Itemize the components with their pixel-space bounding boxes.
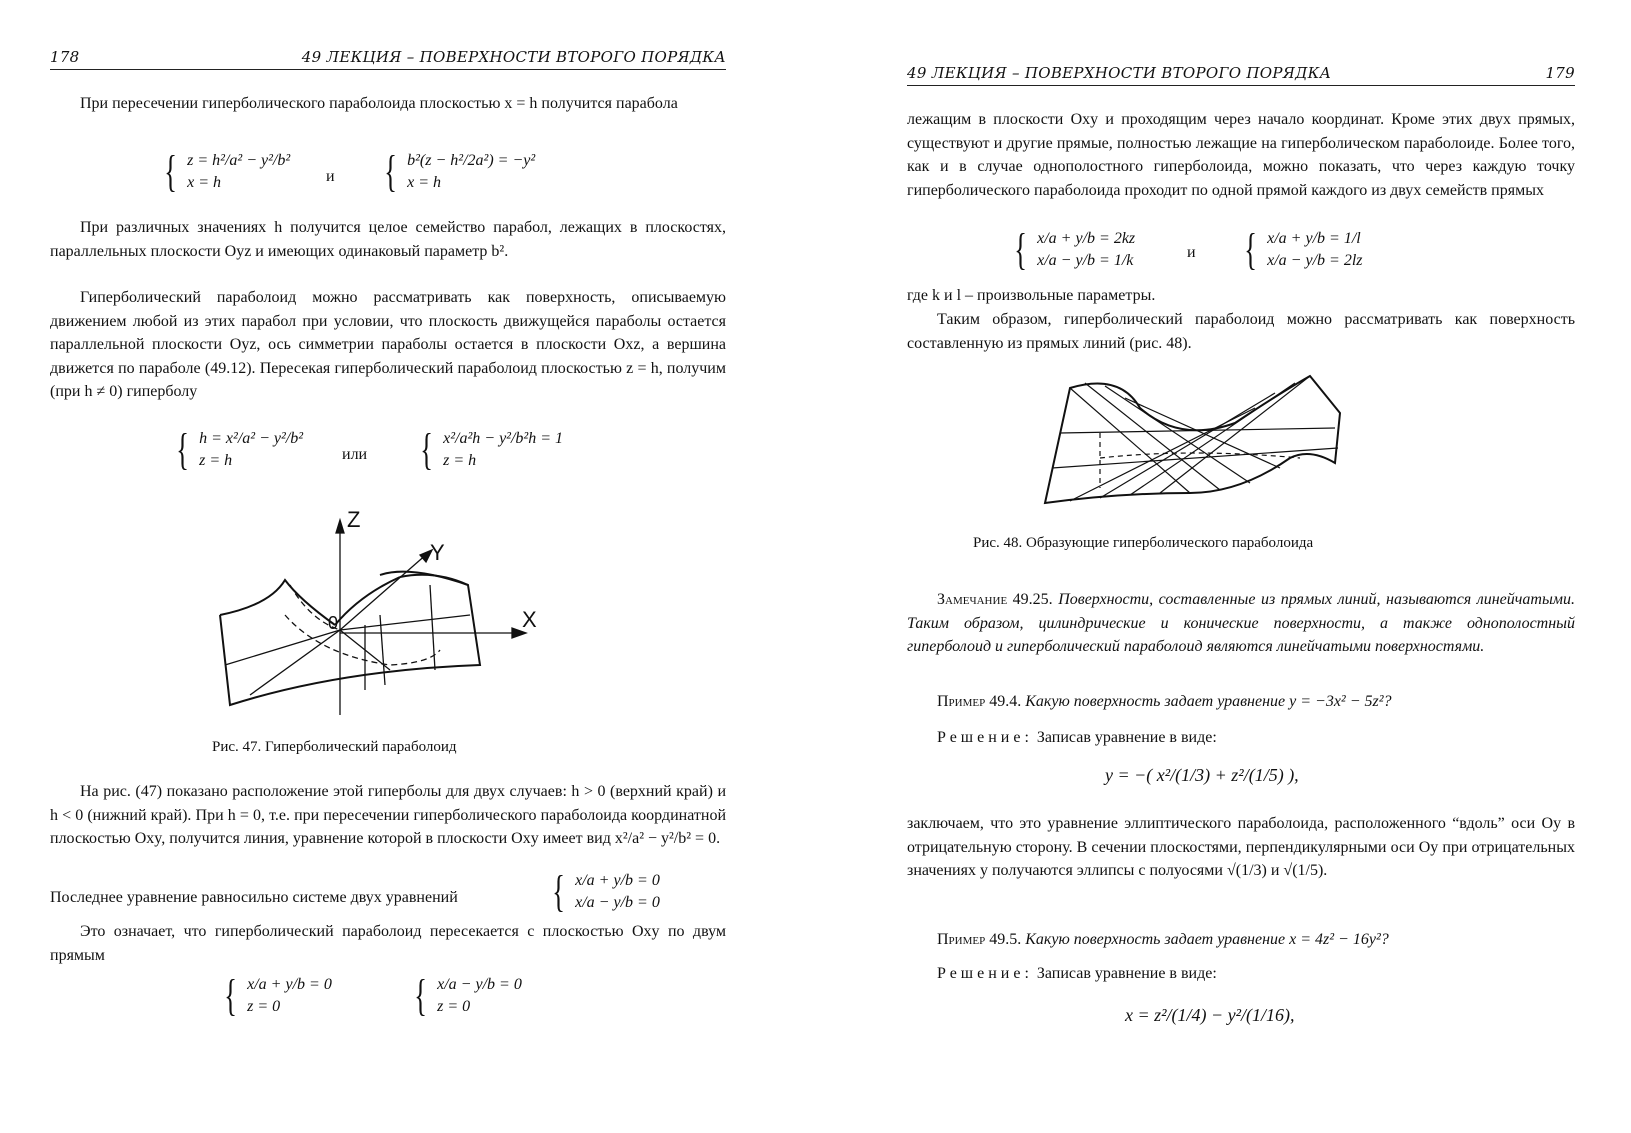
conjunction-and: и [326,168,335,185]
system-line: x/a + y/b = 0 [247,976,332,993]
brace-glyph: { [384,147,397,196]
surface-saddle-edge [335,577,400,625]
left-paragraph-4: На рис. (47) показано расположение этой гиперболы для двух случаев: h > 0 (верхний край) и h < 0 (нижний край). При h = 0, т.е. при пересечении гиперболического параболоида координатной плоскостью Oxy, получится линия, уравнение которой в плоскости Oxy имеет вид x²/a² − y²/b² = 0. [50,783,726,847]
solution-intro: Записав уравнение в виде: [1036,965,1217,982]
solution-49-4 [907,726,1575,750]
system-line: x/a − y/b = 1/k [1037,252,1134,269]
x-axis-label: X [522,607,537,632]
z-axis-label: Z [347,507,361,532]
system-line: x = h [187,174,222,191]
ruling-line [1105,386,1250,483]
figure-48-ruled-surface [1040,368,1350,518]
ruling-line [250,630,340,695]
right-page-number: 179 [1545,64,1575,82]
system-line: x²/a²h − y²/b²h = 1 [443,430,563,447]
ruling-line [1160,376,1310,493]
right-system-2 [1240,225,1363,274]
ruling-line [1070,388,1190,493]
brace-glyph: { [1244,225,1257,274]
right-paragraph-1: лежащим в плоскости Oxy и проходящим через начало координат. Кроме этих двух прямых, существуют и другие прямые, полностью лежащие на гиперболическом параболоиде. Более того, как и в случае однополостного гиперболоида, можно показать, что через каждую точку гиперболического параболоида проходит по одной прямой каждого из двух семейств прямых [907,111,1575,199]
equation-1: y = −( x²/(1/3) + z²/(1/5) ), [1105,765,1299,785]
right-system-1 [1010,225,1136,274]
system-line: x/a + y/b = 1/l [1267,230,1361,247]
example-title: Пример 49.5. [937,931,1022,948]
brace-glyph: { [176,425,189,474]
left-page-number: 178 [50,48,80,66]
left-system-1 [160,147,291,196]
left-system-2 [380,147,536,196]
origin-label: 0 [328,613,339,633]
system-line: z = h [199,452,233,469]
solution-label: Решение: [937,965,1033,982]
ruling-line [1060,428,1335,433]
left-system-3 [172,425,303,474]
left-paragraph-1: При пересечении гиперболического параболоида плоскостью x = h получится парабола [80,95,678,112]
y-axis-label: Y [430,540,445,565]
remark-49-25 [907,588,1575,659]
figure-47-hyperbolic-paraboloid [190,505,570,725]
left-paragraph-5: Последнее уравнение равносильно системе двух уравнений [50,889,458,906]
right-running-title: 49 ЛЕКЦИЯ – ПОВЕРХНОСТИ ВТОРОГО ПОРЯДКА [907,64,1332,82]
ruling-line [225,630,340,665]
right-paragraph-4: заключаем, что это уравнение эллиптического параболоида, расположенного “вдоль” оси Oy в отрицательную сторону. В сечении плоскостями, перпендикулярными оси Oy при отрицательных значениях y получаются эллипсы с полуосями √(1/3) и √(1/5). [907,815,1575,879]
left-paragraph-3: Гиперболический параболоид можно рассматривать как поверхность, описываемую движением любой из этих парабол при условии, что плоскость движущейся параболы остается параллельной плоскости Oyz, ось симметрии параболы остается в плоскости Oxz, а вершина движется по параболе (49.12). Пересекая гиперболический параболоид плоскостью z = h, получим (при h ≠ 0) гиперболу [50,289,726,400]
brace-glyph: { [552,867,565,916]
system-line: h = x²/a² − y²/b² [199,430,303,447]
solution-intro: Записав уравнение в виде: [1036,729,1217,746]
system-line: x/a + y/b = 0 [575,872,660,889]
left-system-6 [220,971,332,1020]
example-49-5 [907,928,1575,952]
brace-glyph: { [1014,225,1027,274]
equation-2: x = z²/(1/4) − y²/(1/16), [1125,1005,1295,1025]
brace-glyph: { [164,147,177,196]
system-line: z = 0 [437,998,471,1015]
left-running-title: 49 ЛЕКЦИЯ – ПОВЕРХНОСТИ ВТОРОГО ПОРЯДКА [301,48,726,66]
system-line: x/a − y/b = 0 [437,976,522,993]
system-line: b²(z − h²/2a²) = −y² [407,152,536,169]
right-running-head [907,64,1575,86]
solution-label: Решение: [937,729,1033,746]
conjunction-or: или [342,446,368,463]
figure-48-caption: Рис. 48. Образующие гиперболического параболоида [973,535,1314,551]
left-system-4 [416,425,563,474]
left-paragraph-6: Это означает, что гиперболический параболоид пересекается с плоскостью Oxy по двум прямым [50,923,726,964]
example-question: Какую поверхность задает уравнение x = 4z² − 16y²? [1025,931,1389,948]
system-line: x = h [407,174,442,191]
system-line: z = 0 [247,998,281,1015]
left-paragraph-2: При различных значениях h получится целое семейство парабол, лежащих в плоскостях, параллельных плоскости Oyz и имеющих одинаковый параметр b². [50,219,726,260]
ruling-line [340,615,470,630]
left-page [0,0,815,1133]
z-axis-arrow [336,520,344,533]
right-page [815,0,1631,1133]
conjunction-and: и [1187,244,1196,261]
system-line: x/a − y/b = 0 [575,894,660,911]
system-line: x/a − y/b = 2lz [1267,252,1363,269]
brace-glyph: { [420,425,433,474]
example-title: Пример 49.4. [937,693,1022,710]
right-paragraph-2: где k и l – произвольные параметры. [907,287,1156,304]
y-axis-line [340,553,428,630]
left-system-5 [548,867,660,916]
system-line: z = h²/a² − y²/b² [187,152,291,169]
figure-47-caption: Рис. 47. Гиперболический параболоид [212,739,457,755]
remark-body: Поверхности, составленные из прямых линий, называются линейчатыми. Таким образом, цилиндрические и конические поверхности, а также однополостный гиперболоид и гиперболический параболоид являются линейчатыми поверхностями. [907,591,1575,655]
solution-49-5 [907,962,1575,986]
surface-right-edge [400,575,468,585]
left-running-head [50,48,726,70]
example-49-4 [907,690,1575,714]
ruling-line [1085,383,1220,490]
remark-title: Замечание 49.25. [937,591,1053,608]
system-line: x/a + y/b = 2kz [1037,230,1136,247]
right-paragraph-3: Таким образом, гиперболический параболоид можно рассматривать как поверхность составленную из прямых линий (рис. 48). [907,311,1575,352]
system-line: z = h [443,452,477,469]
left-system-7 [410,971,522,1020]
brace-glyph: { [224,971,237,1020]
example-question: Какую поверхность задает уравнение y = −3x² − 5z²? [1025,693,1392,710]
brace-glyph: { [414,971,427,1020]
